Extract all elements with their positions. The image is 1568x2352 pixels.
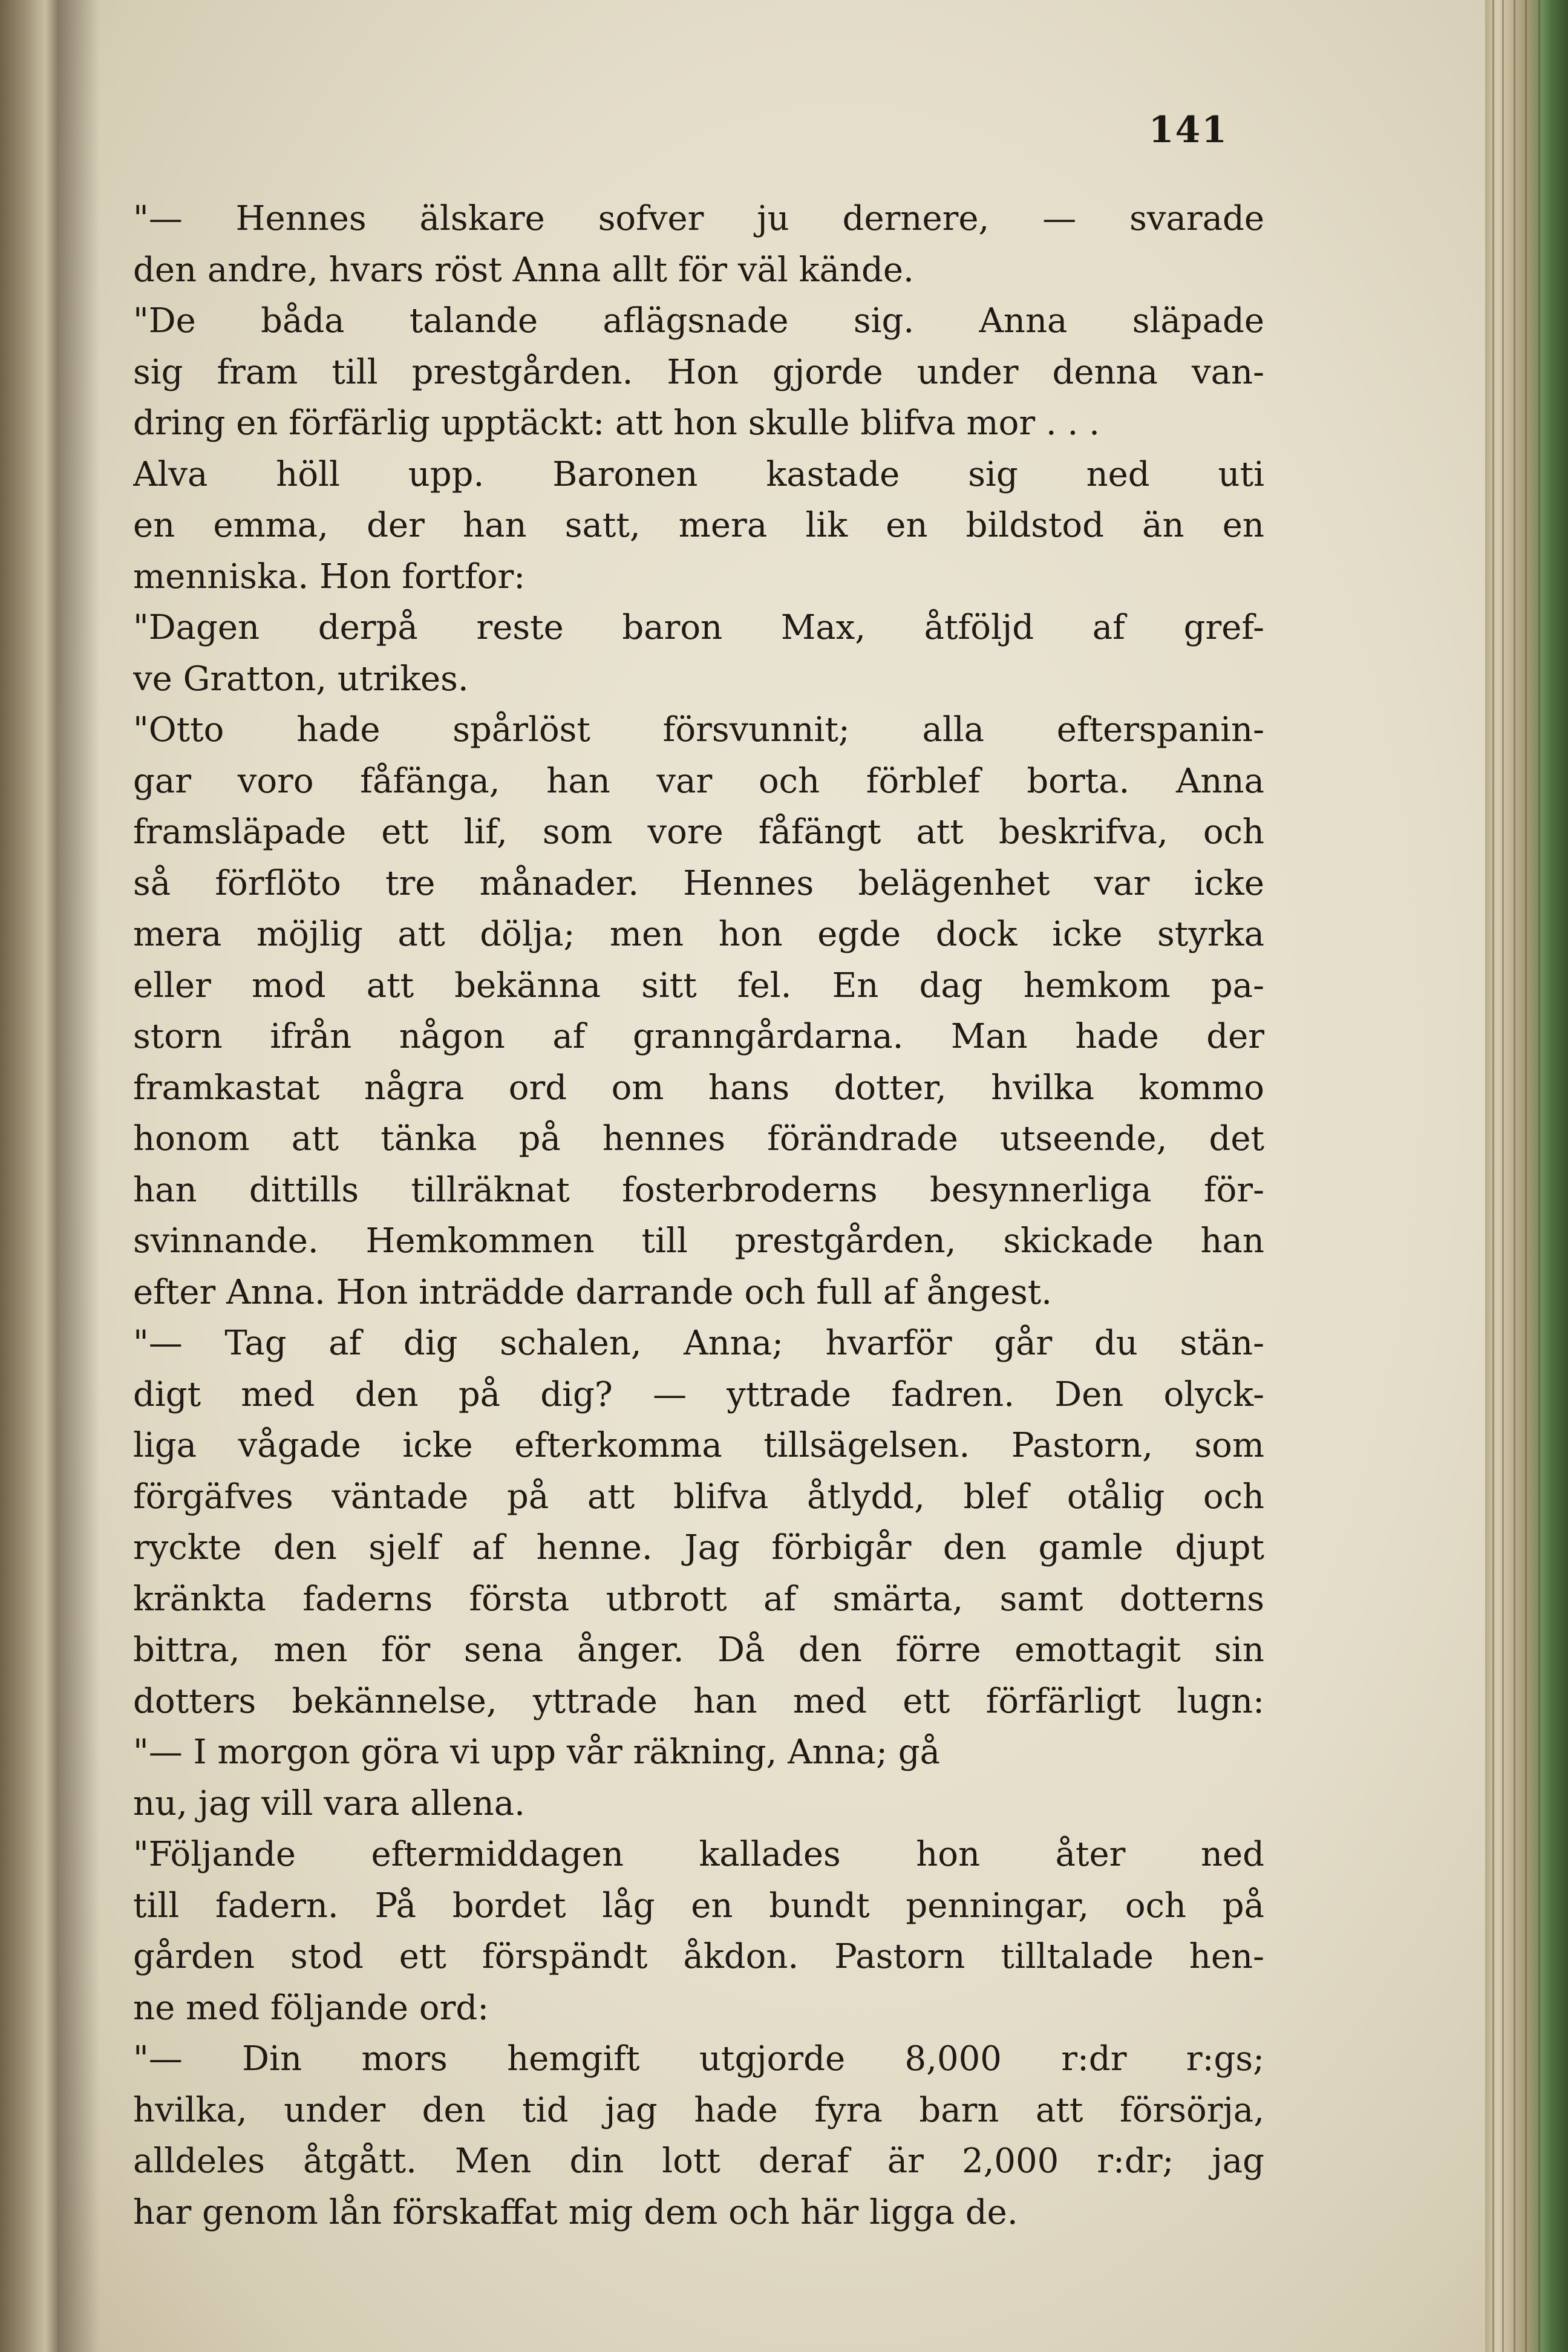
text-line: "— Hennes älskare sofver ju dernere, — svarade: [133, 199, 1264, 238]
text-line: honom att tänka på hennes förändrade utseende, det: [133, 1119, 1264, 1158]
page-stack-edge: [1485, 0, 1568, 2352]
text-line: menniska. Hon fortfor:: [133, 557, 526, 596]
text-line: "— Tag af dig schalen, Anna; hvarför går du stän-: [133, 1324, 1264, 1363]
text-line: har genom lån förskaffat mig dem och här ligga de.: [133, 2192, 1018, 2232]
text-line: digt med den på dig? — yttrade fadren. Den olyck-: [133, 1374, 1264, 1414]
text-line: hvilka, under den tid jag hade fyra barn att försörja,: [133, 2090, 1264, 2130]
text-line: gar voro fåfänga, han var och förblef borta. Anna: [133, 761, 1264, 801]
text-line: Alva höll upp. Baronen kastade sig ned uti: [133, 454, 1264, 494]
text-line: kränkta faderns första utbrott af smärta, samt dotterns: [133, 1579, 1264, 1619]
text-line: den andre, hvars röst Anna allt för väl kände.: [133, 250, 914, 290]
gutter-shadow: [57, 0, 100, 2352]
text-line: "Otto hade spårlöst försvunnit; alla efterspanin-: [133, 710, 1264, 750]
text-line: sig fram till prestgården. Hon gjorde under denna van-: [133, 352, 1264, 392]
text-line: liga vågade icke efterkomma tillsägelsen. Pastorn, som: [133, 1426, 1264, 1465]
text-line: framsläpade ett lif, som vore fåfängt att beskrifva, och: [133, 812, 1264, 852]
text-line: "De båda talande aflägsnade sig. Anna släpade: [133, 301, 1264, 341]
text-line: "— Din mors hemgift utgjorde 8,000 r:dr r:gs;: [133, 2039, 1264, 2079]
text-line: eller mod att bekänna sitt fel. En dag hemkom pa-: [133, 965, 1264, 1005]
text-line: gården stod ett förspändt åkdon. Pastorn tilltalade hen-: [133, 1937, 1264, 1976]
left-page-edge: [0, 0, 57, 2352]
text-line: svinnande. Hemkommen till prestgården, skickade han: [133, 1221, 1264, 1261]
text-line: mera möjlig att dölja; men hon egde dock icke styrka: [133, 915, 1264, 954]
text-line: "— I morgon göra vi upp vår räkning, Anna; gå: [133, 1733, 940, 1772]
text-line: ryckte den sjelf af henne. Jag förbigår den gamle djupt: [133, 1528, 1264, 1567]
page-number: 141: [1148, 109, 1228, 151]
text-line: en emma, der han satt, mera lik en bildstod än en: [133, 506, 1264, 545]
text-line: ve Gratton, utrikes.: [133, 659, 469, 699]
text-line: dotters bekännelse, yttrade han med ett förfärligt lugn:: [133, 1681, 1264, 1721]
text-line: framkastat några ord om hans dotter, hvilka kommo: [133, 1068, 1264, 1108]
text-line: "Dagen derpå reste baron Max, åtföljd af gref-: [133, 608, 1264, 647]
text-line: efter Anna. Hon inträdde darrande och full af ångest.: [133, 1272, 1053, 1312]
text-line: ne med följande ord:: [133, 1988, 489, 2028]
body-text: [133, 194, 1264, 2238]
text-line: förgäfves väntade på att blifva åtlydd, blef otålig och: [133, 1477, 1264, 1517]
text-line: till fadern. På bordet låg en bundt penningar, och på: [133, 1886, 1264, 1926]
text-line: "Följande eftermiddagen kallades hon åter ned: [133, 1835, 1264, 1874]
text-line: nu, jag vill vara allena.: [133, 1783, 525, 1823]
text-line: storn ifrån någon af granngårdarna. Man hade der: [133, 1017, 1264, 1056]
text-line: så förflöto tre månader. Hennes belägenhet var icke: [133, 863, 1264, 903]
text-line: bittra, men för sena ånger. Då den förre emottagit sin: [133, 1630, 1264, 1670]
text-line: dring en förfärlig upptäckt: att hon skulle blifva mor . . .: [133, 403, 1100, 443]
text-line: alldeles åtgått. Men din lott deraf är 2,000 r:dr; jag: [133, 2141, 1264, 2181]
text-line: han dittills tillräknat fosterbroderns besynnerliga för-: [133, 1170, 1264, 1210]
